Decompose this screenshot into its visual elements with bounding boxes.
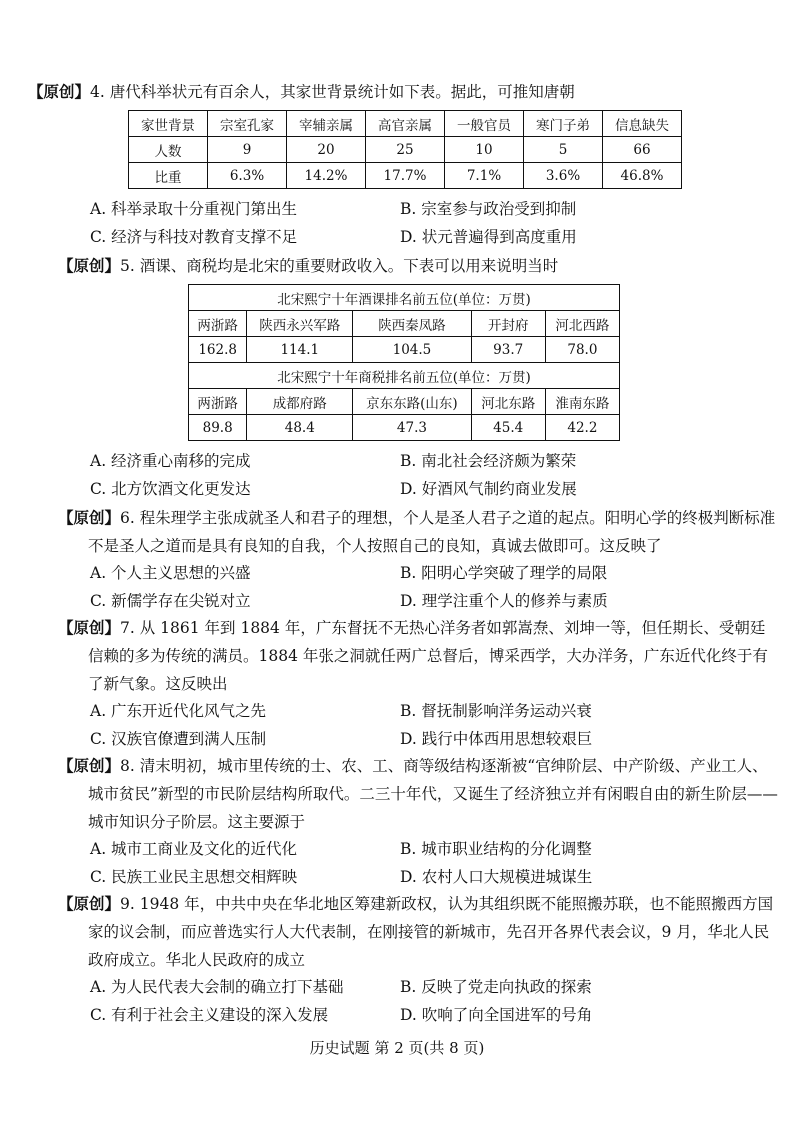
page-footer: 历史试题 第 2 页(共 8 页) [309,1039,485,1057]
question-stem: 9. 1948 年，中共中央在华北地区筹建新政权，认为其组织既不能照搬苏联，也不能照搬西方国家的议会制，而应普选实行人大代表制，在刚接管的新城市，先召开各界代表会议，9 月，华北人民政府成立。华北人民政府的成立 [88,895,774,969]
question-6 [58,504,778,615]
option-b[interactable]: B. 南北社会经济颇为繁荣 [400,452,577,470]
option-a[interactable]: A. 广东开近代化风气之先 [90,702,267,720]
options-q9 [88,974,778,1029]
original-tag: 【原创】 [58,256,121,275]
option-c[interactable]: C. 有利于社会主义建设的深入发展 [90,1005,329,1024]
original-tag: 【原创】 [58,756,121,775]
table-cell: 比重 [129,163,208,189]
table-cell: 陕西秦凤路 [353,311,471,337]
table-cell: 寒门子弟 [524,111,603,137]
table-cell: 开封府 [471,311,545,337]
table-title: 北宋熙宁十年酒课排名前五位(单位：万贯) [189,285,620,311]
table-cell: 93.7 [471,337,545,363]
option-d[interactable]: D. 理学注重个人的修养与素质 [400,591,608,610]
table-cell: 89.8 [189,415,247,441]
table-cell: 河北东路 [471,389,545,415]
option-a[interactable]: A. 经济重心南移的完成 [90,452,251,470]
original-tag: 【原创】 [58,508,121,527]
table-cell: 10 [445,137,524,163]
option-b[interactable]: B. 阳明心学突破了理学的局限 [400,564,608,582]
table-cell: 17.7% [366,163,445,189]
table-cell: 5 [524,137,603,163]
table-cell: 78.0 [545,337,619,363]
option-c[interactable]: C. 北方饮酒文化更发达 [90,479,251,498]
option-b[interactable]: B. 督抚制影响洋务运动兴衰 [400,702,592,720]
option-c[interactable]: C. 新儒学存在尖锐对立 [90,591,251,610]
question-5 [58,252,778,280]
table-cell: 京东东路(山东) [353,389,471,415]
option-d[interactable]: D. 践行中体西用思想较艰巨 [400,729,593,748]
question-stem: 8. 清末明初，城市里传统的士、农、工、商等级结构逐渐被“官绅阶层、中产阶级、产业工人、城市贫民”新型的市民阶层结构所取代。二三十年代，又诞生了经济独立并有闲暇自由的新生阶层——城市知识分子阶层。这主要源于 [88,757,778,831]
table-cell: 114.1 [247,337,353,363]
option-d[interactable]: D. 吹响了向全国进军的号角 [400,1005,593,1024]
table-cell: 45.4 [471,415,545,441]
original-tag: 【原创】 [28,82,91,101]
table-cell: 104.5 [353,337,471,363]
table-cell: 一般官员 [445,111,524,137]
table-cell: 高官亲属 [366,111,445,137]
options-q4 [88,196,780,251]
question-8 [58,752,778,891]
table-cell: 48.4 [247,415,353,441]
table-cell: 河北西路 [545,311,619,337]
question-7 [58,614,778,753]
table-title: 北宋熙宁十年商税排名前五位(单位：万贯) [189,363,620,389]
table-cell: 人数 [129,137,208,163]
table-row [129,137,682,163]
table-cell: 66 [603,137,682,163]
table-cell: 两浙路 [189,389,247,415]
table-row [189,363,620,389]
table-cell: 9 [208,137,287,163]
option-a[interactable]: A. 科举录取十分重视门第出生 [90,200,298,218]
question-9 [58,890,778,1029]
table-row [129,163,682,189]
table-row [189,285,620,311]
table-row [189,311,620,337]
option-c[interactable]: C. 民族工业民主思想交相辉映 [90,867,298,886]
options-q5 [88,448,780,503]
options-q6 [88,560,778,615]
question-stem: 5. 酒课、商税均是北宋的重要财政收入。下表可以用来说明当时 [120,257,559,275]
option-d[interactable]: D. 状元普遍得到高度重用 [400,227,577,246]
question-4 [28,78,778,106]
option-a[interactable]: A. 为人民代表大会制的确立打下基础 [90,978,344,996]
family-background-table [128,110,682,189]
table-cell: 陕西永兴军路 [247,311,353,337]
option-a[interactable]: A. 城市工商业及文化的近代化 [90,840,298,858]
table-cell: 20 [287,137,366,163]
option-d[interactable]: D. 农村人口大规模进城谋生 [400,867,593,886]
question-stem: 4. 唐代科举状元有百余人，其家世背景统计如下表。据此，可推知唐朝 [90,83,575,101]
original-tag: 【原创】 [58,894,121,913]
table-row [189,389,620,415]
table-cell: 宗室孔家 [208,111,287,137]
option-b[interactable]: B. 城市职业结构的分化调整 [400,840,592,858]
table-cell: 成都府路 [247,389,353,415]
table-cell: 淮南东路 [545,389,619,415]
option-a[interactable]: A. 个人主义思想的兴盛 [90,564,251,582]
table-cell: 47.3 [353,415,471,441]
table-row [189,337,620,363]
option-c[interactable]: C. 汉族官僚遭到满人压制 [90,729,267,748]
table-cell: 3.6% [524,163,603,189]
table-row [129,111,682,137]
option-b[interactable]: B. 宗室参与政治受到抑制 [400,200,577,218]
options-q8 [88,836,778,891]
table-row [189,415,620,441]
question-stem: 6. 程朱理学主张成就圣人和君子的理想，个人是圣人君子之道的起点。阳明心学的终极判断标准不是圣人之道而是具有良知的自我，个人按照自己的良知，真诚去做即可。这反映了 [88,509,776,555]
options-q7 [88,698,778,753]
question-stem: 7. 从 1861 年到 1884 年，广东督抚不无热心洋务者如郭嵩焘、刘坤一等，但任期长、受朝廷信赖的多为传统的满员。1884 年张之洞就任两广总督后，博采西学，大办洋务，广东近代化终于有了新气象。这反映出 [88,619,768,693]
option-d[interactable]: D. 好酒风气制约商业发展 [400,479,577,498]
table-cell: 25 [366,137,445,163]
table-cell: 两浙路 [189,311,247,337]
table-cell: 42.2 [545,415,619,441]
option-b[interactable]: B. 反映了党走向执政的探索 [400,978,592,996]
tax-table [188,284,620,441]
original-tag: 【原创】 [58,618,121,637]
table-cell: 宰辅亲属 [287,111,366,137]
table-cell: 14.2% [287,163,366,189]
table-cell: 6.3% [208,163,287,189]
table-cell: 46.8% [603,163,682,189]
table-cell: 7.1% [445,163,524,189]
table-cell: 信息缺失 [603,111,682,137]
table-cell: 162.8 [189,337,247,363]
table-cell: 家世背景 [129,111,208,137]
option-c[interactable]: C. 经济与科技对教育支撑不足 [90,227,298,246]
